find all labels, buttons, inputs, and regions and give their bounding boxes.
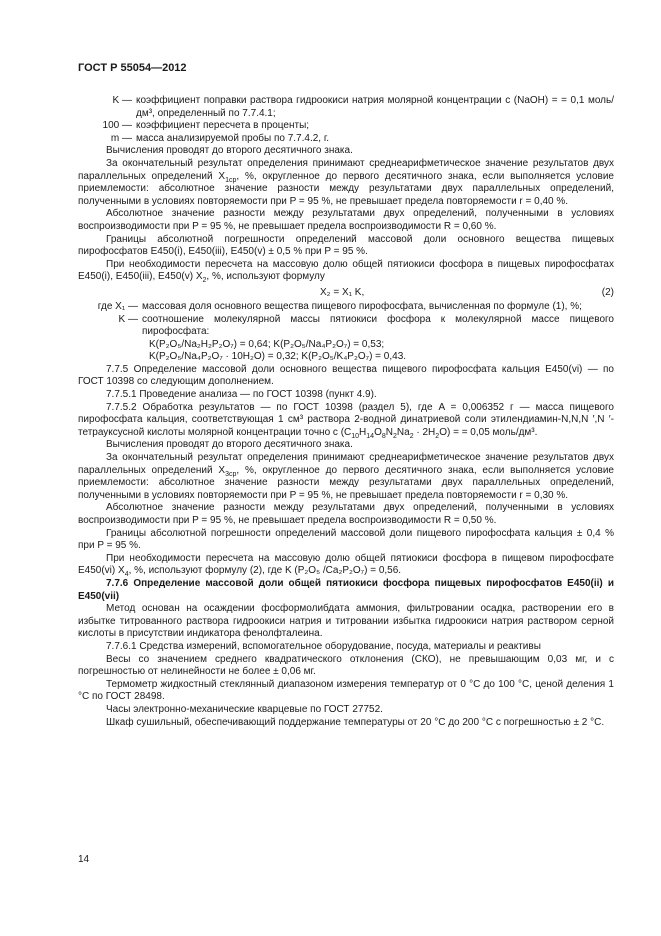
paragraph: Весы со значением среднего квадратического отклонения (СКО), не превышающим 0,03 мг, и с погрешностью от нелинейности не более ± 0,06 мг. (78, 653, 614, 678)
paragraph: Вычисления проводят до второго десятичного знака. (106, 145, 353, 157)
definition-label: 100 — (102, 120, 132, 132)
definition-text: соотношение молекулярной массы пятиокиси фосфора к молекулярной массе пищевого пирофосфата: (142, 313, 614, 338)
page-header: ГОСТ Р 55054—2012 (78, 62, 187, 74)
definition-label: K — (118, 313, 138, 325)
document-body (78, 95, 614, 729)
paragraph: Абсолютное значение разности между результатами двух определений, полученными в условиях воспроизводимости при P = 95 %, не превышает предела воспроизводимости R = 0,50 %. (78, 502, 614, 526)
paragraph: При необходимости пересчета на массовую долю общей пятиокиси фосфора в пищевых пирофосфатах Е450(i), Е450(iii), Е450(v) $X_2$, %, используют формулу (78, 258, 614, 285)
paragraph: 7.7.6.1 Средства измерений, вспомогательное оборудование, посуда, материалы и реактивы (106, 640, 541, 652)
ratio-line: K(P₂O₅/Na₄P₂O₇ · 10H₂O) = 0,32; K(P₂O₅/K₄P₂O₇) = 0,43. (149, 351, 407, 363)
definition-text: масса анализируемой пробы по 7.7.4.2, г. (136, 132, 330, 144)
paragraph: Часы электронно-механические кварцевые по ГОСТ 27752. (106, 703, 383, 715)
formula (78, 287, 614, 301)
definition-label: K — (112, 95, 132, 106)
paragraph: За окончательный результат определения принимают среднеарифметическое значение результатов двух параллельных определений $X_{3ср}$, %, округленное до первого десятичного знака, если выполняется условие приемлемости: абсолютное значение разности между результатами двух параллельных определений, полученными в условиях повторяемости при P = 95 %, не превышает предела повторяемости r = 0,30 %. (78, 452, 614, 501)
definition-item (78, 133, 614, 146)
definition-text: массовая доля основного вещества пищевого пирофосфата, вычисленная по формуле (1), %; (142, 300, 582, 312)
paragraph: 7.7.5.2 Обработка результатов — по ГОСТ 10398 (раздел 5), где A = 0,006352 г — масса пищевого пирофосфата кальция, соответствующая 1 см³ раствора 2-водной динатриевой соли этилендиамин-N,N,N ′,N ′-тетрауксусной кислоты молярной концентрации точно c $(C_{10}H_{14}O_8N_2Na_2 \cdot 2H_2O)$ = = 0,05 моль/дм³. (78, 401, 614, 440)
definition-item (78, 314, 614, 339)
formula-text: X₂ = X₁ K, (320, 286, 365, 298)
paragraph: 7.7.5.1 Проведение анализа — по ГОСТ 10398 (пункт 4.9). (106, 389, 377, 401)
definition-text: коэффициент поправки раствора гидроокиси натрия молярной концентрации c (NaOH) = = 0,1 моль/дм³, определенный по 7.7.4.1; (136, 95, 614, 119)
paragraph: При необходимости пересчета на массовую долю общей пятиокиси фосфора в пищевом пирофосфате Е450(vi) $X_4$, %, используют формулу (2), где K (P₂O₅ /Ca₂P₂O₇) = 0,56. (78, 552, 614, 579)
definition-item (78, 95, 614, 120)
formula-number: (2) (601, 286, 614, 298)
paragraph: Термометр жидкостный стеклянный диапазоном измерения температур от 0 °С до 100 °С, ценой деления 1 °С по ГОСТ 28498. (78, 678, 614, 703)
section-heading-bold: 7.7.6 Определение массовой доли общей пятиокиси фосфора пищевых пирофосфатов Е450(ii) и Е450(vii) (78, 577, 614, 602)
paragraph: Метод основан на осаждении фосформолибдата аммония, фильтровании осадка, растворении его в избытке титрованного раствора гидроокиси натрия и титровании избытка гидроокиси натрия раствором серной кислоты в присутствии индикатора фенолфталеина. (78, 603, 614, 640)
paragraph: Границы абсолютной погрешности определений массовой доли основного вещества пищевых пирофосфатов Е450(i), Е450(iii), Е450(v) ± 0,5 % при P = 95 %. (78, 233, 614, 258)
definition-item (78, 120, 614, 133)
paragraph: Вычисления проводят до второго десятичного знака. (106, 439, 353, 451)
paragraph: Абсолютное значение разности между результатами двух определений, полученными в условиях воспроизводимости при P = 95 %, не превышает предела воспроизводимости R = 0,60 %. (78, 208, 614, 232)
ratio-line: K(P₂O₅/Na₂H₂P₂O₇) = 0,64; K(P₂O₅/Na₄P₂O₇) = 0,53; (149, 338, 385, 350)
page-number: 14 (78, 854, 90, 865)
definition-label: где X₁ — (97, 300, 138, 312)
definition-label: m — (110, 132, 132, 144)
paragraph: Шкаф сушильный, обеспечивающий поддержание температуры от 20 °С до 200 °С с погрешностью ± 2 °С. (106, 716, 605, 728)
section-heading: 7.7.5 Определение массовой доли основного вещества пищевого пирофосфата кальция Е450(vi) — по ГОСТ 10398 со следующим дополнением. (78, 363, 614, 388)
paragraph: Границы абсолютной погрешности определений массовой доли пищевого пирофосфата кальция ± 0,4 % при P = 95 %. (78, 527, 614, 552)
paragraph: За окончательный результат определения принимают среднеарифметическое значение результатов двух параллельных определений $X_{1ср}$, %, округленное до первого десятичного знака, если выполняется условие приемлемости: абсолютное значение разности между результатами двух параллельных определений, полученными в условиях повторяемости при P = 95 %, не превышает предела повторяемости r = 0,40 %. (78, 157, 614, 207)
definition-text: коэффициент пересчета в проценты; (136, 120, 310, 132)
definition-item (78, 301, 614, 314)
